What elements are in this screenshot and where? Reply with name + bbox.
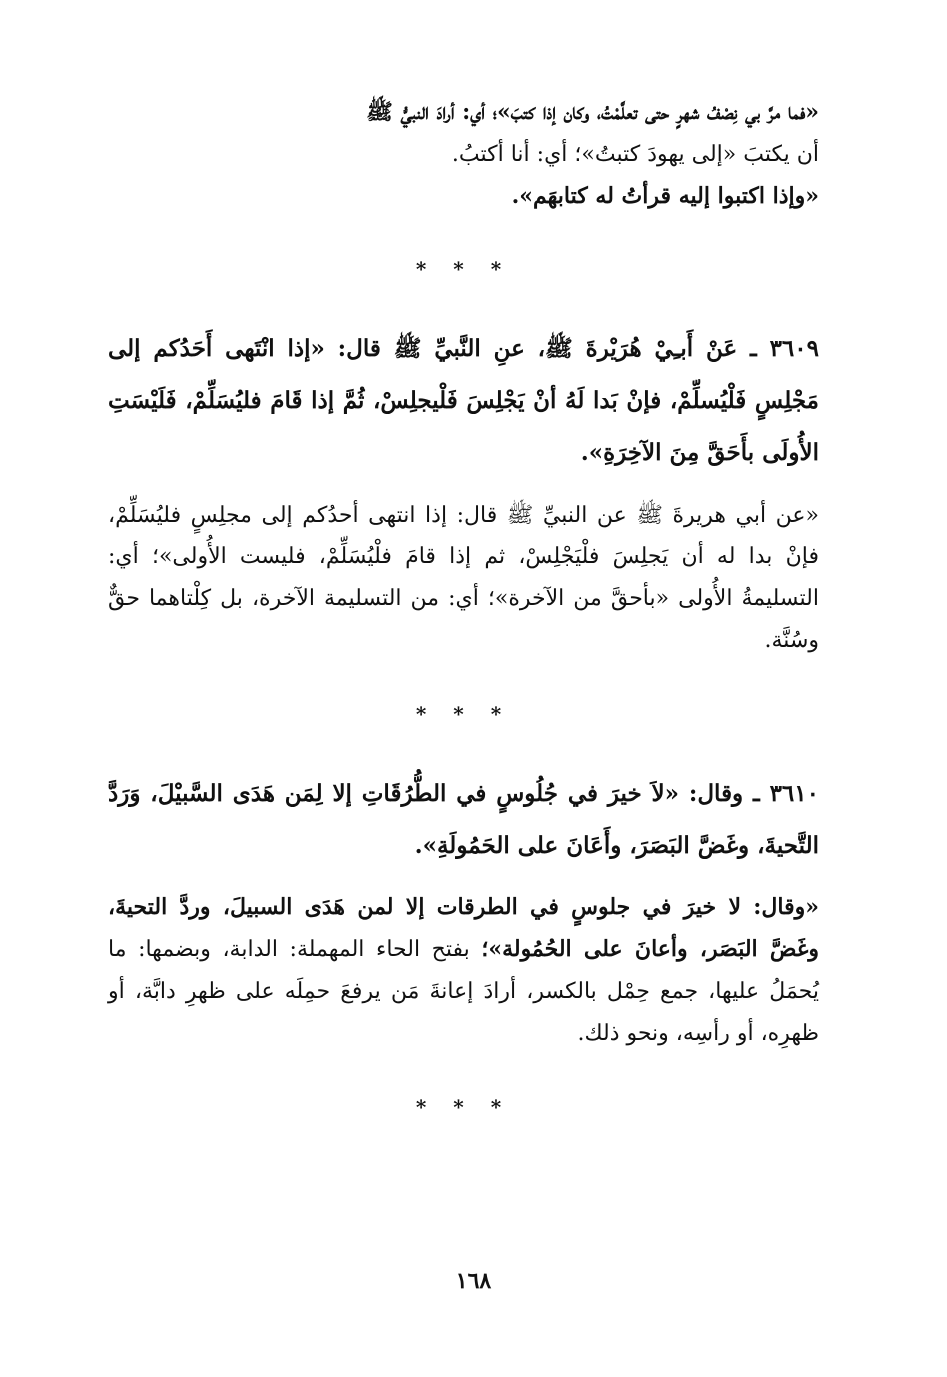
hadith-3609-text: ٣٦٠٩ ـ عَنْ أَبـِيْ هُرَيْرةَ ﷺ، عنِ النَّبيِّ ﷺ قال: «إذا انْتَهى أَحَدُكم إلى مَجْلِسٍ فَلْيُسلِّمْ، فإنْ بَدا لَهُ أنْ يَجْلِسَ فَلْيجلِسْ، ثُمَّ إذا قَامَ فليُسَلِّمْ، فَلَيْسَتِ الأُولَى بأَحَقَّ مِنَ الآخِرَةِ».: [108, 335, 819, 466]
commentary-text: «فما مرَّ بي نِصْفُ شهرٍ حتى تعلَّمْتُ، وكان إذا كتبَ»؛ أي: أرادَ النبيُّ ﷺ: [366, 99, 819, 125]
page-content: [108, 92, 819, 1161]
section-separator: * * *: [415, 701, 512, 726]
section-separator: * * *: [415, 257, 512, 282]
page-number: ١٦٨: [455, 1268, 492, 1294]
commentary-quote: «وقال: لا خيرَ في جلوسٍ في الطرقات إلا لمن هَدَى السبيلَ، وردَّ التحيةَ، وغَضَّ البَصَر، وأعانَ على الحُمُولة»؛: [108, 894, 819, 963]
section-separator: * * *: [415, 1094, 512, 1119]
commentary-explanation: بفتح الحاء المهملة: الدابة، وبضمها: ما يُحمَلُ عليها، جمع حِمْل بالكسر، أرادَ إعانةَ مَن يرفعَ حمِلَه على ظهرِ دابَّة، أو ظهرِه، أو رأسِه، ونحو ذلك.: [108, 937, 819, 1046]
commentary-line: [108, 92, 819, 134]
commentary-block-2: «عن أبي هريرةَ ﷺ عن النبيِّ ﷺ قال: إذا انتهى أحدُكم إلى مجلِسٍ فليُسَلِّمْ، فإنْ بدا له أن يَجلِسَ فلْيَجْلِسْ، ثم إذا قامَ فلْيُسَلِّمْ، فليست الأُولى»؛ أي: التسليمةُ الأُولى «بأحقَّ من الآخرة»؛ أي: من التسليمة الآخرة، بل كِلْتاهما حقٌّ وسُنَّة.: [108, 502, 819, 654]
commentary-line: «وإذا اكتبوا إليه قرأتُ له كتابهَم».: [511, 182, 819, 209]
commentary-block-3: [108, 887, 819, 1054]
hadith-3610-text: ٣٦١٠ ـ وقال: «لاَ خيرَ في جُلُوسٍ في الطُّرُقَاتِ إلا لِمَن هَدَى السَّبيْلَ، وَرَدَّ التَّحيةَ، وغَضَّ البَصَرَ، وأَعَانَ على الحَمُولَةِ».: [108, 779, 819, 859]
commentary-line: أن يكتبَ «إلى يهودَ كتبتُ»؛ أي: أنا أكتبُ.: [451, 141, 819, 167]
commentary-block-1: [108, 92, 819, 217]
